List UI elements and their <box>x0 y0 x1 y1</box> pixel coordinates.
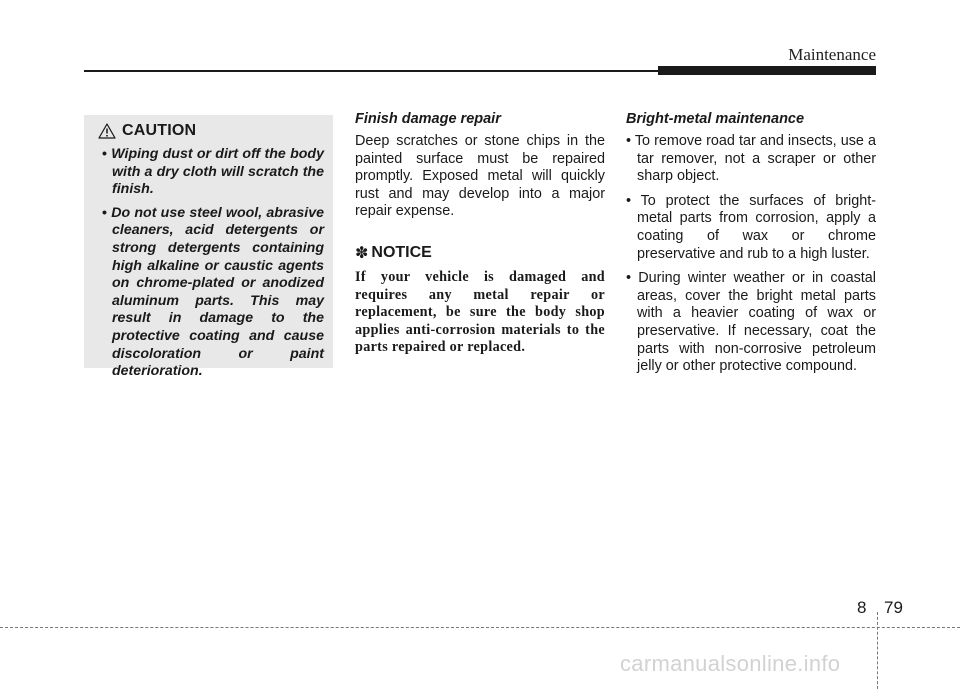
warning-triangle-icon <box>98 123 116 139</box>
caution-list <box>98 146 324 381</box>
finish-repair-heading: Finish damage repair <box>355 111 501 127</box>
notice-header <box>355 243 605 263</box>
footer-divider <box>877 612 878 689</box>
header-rule-thick <box>658 66 876 75</box>
caution-item: • Do not use steel wool, abrasive cleaners, acid detergents or strong detergents containing high alkaline or caustic agents on chrome-plated or anodized aluminum parts. This may result in damage to the protective coating and cause discoloration or paint deterioration. <box>98 205 324 381</box>
notice-star-icon: ✽ <box>355 244 369 262</box>
page-chapter: 8 <box>857 598 867 617</box>
bright-metal-item: • To remove road tar and insects, use a tar remover, not a scraper or other sharp object. <box>626 133 876 186</box>
notice-body: If your vehicle is damaged and requires any metal repair or replacement, be sure the body shop applies anti-corrosion materials to the parts repaired or replaced. <box>355 268 605 356</box>
finish-repair-body: Deep scratches or stone chips in the painted surface must be repaired promptly. Exposed metal will quickly rust and may develop into a major repair expense. <box>355 133 605 220</box>
footer-rule <box>0 627 960 628</box>
caution-title: CAUTION <box>122 122 197 139</box>
section-title: Maintenance <box>788 45 876 64</box>
caution-item: • Wiping dust or dirt off the body with a dry cloth will scratch the finish. <box>98 146 324 199</box>
bright-metal-list <box>626 133 876 376</box>
bright-metal-column <box>626 111 876 383</box>
caution-box <box>84 115 333 380</box>
header-rule-thin <box>84 70 664 72</box>
bright-metal-item: • To protect the surfaces of bright-metal parts from corrosion, apply a coating of wax or chrome preservative and rub to a high luster. <box>626 193 876 263</box>
page-number: 79 <box>884 598 903 617</box>
notice-title: NOTICE <box>371 243 432 261</box>
caution-header <box>98 122 324 140</box>
finish-repair-column <box>355 111 605 357</box>
bright-metal-item: • During winter weather or in coastal areas, cover the bright metal parts with a heavier coating of wax or preservative. If necessary, coat the parts with non-corrosive petroleum jelly or other protective compound. <box>626 270 876 376</box>
bright-metal-heading: Bright-metal maintenance <box>626 111 805 127</box>
watermark: carmanualsonline.info <box>620 651 841 676</box>
